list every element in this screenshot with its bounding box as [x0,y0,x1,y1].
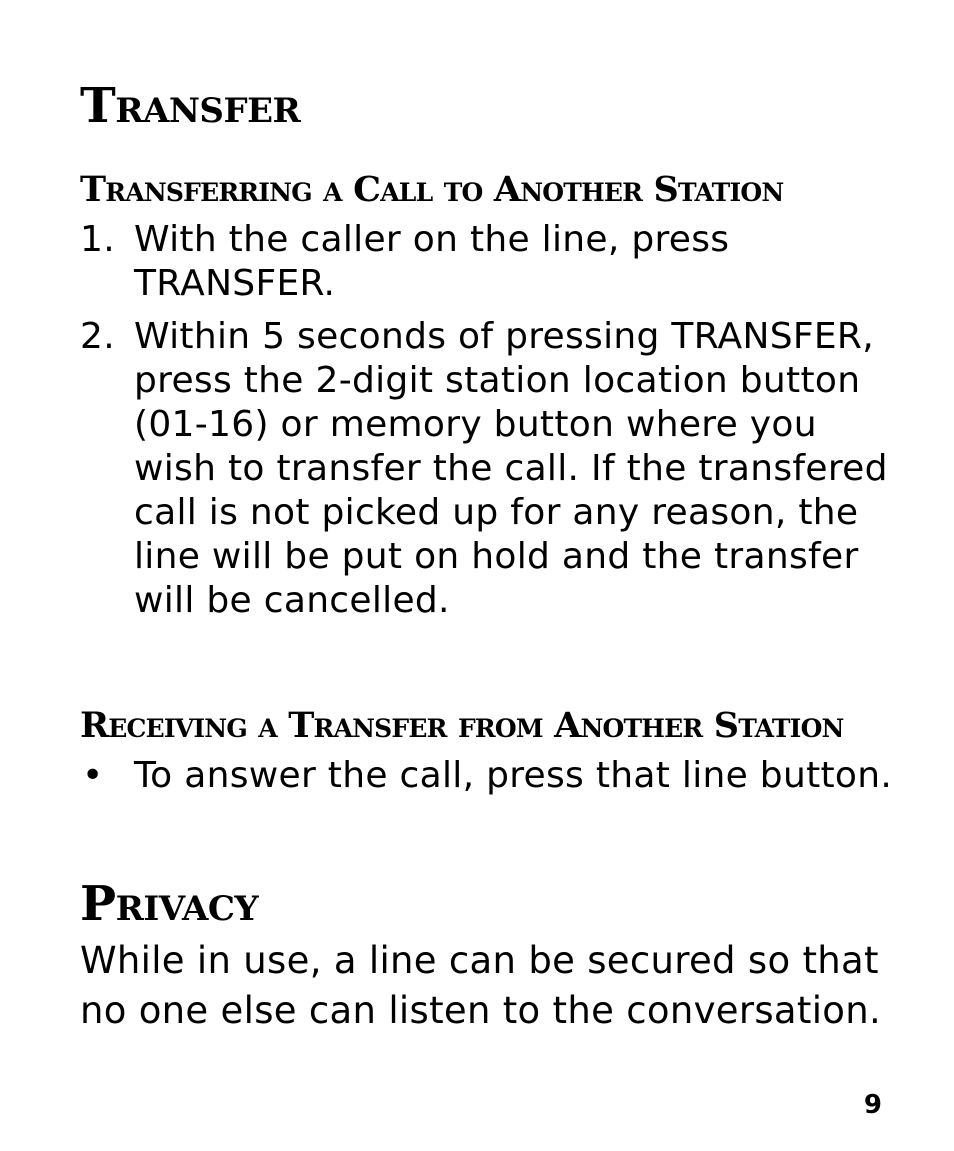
bullet-text: To answer the call, press that line button. [134,755,893,796]
transfer-step-1 [80,218,900,306]
receiving-bullet-item [80,754,900,798]
step-text: With the caller on the line, press TRANSFER. [134,219,730,304]
transferring-call-subheading: Transferring a Call to Another Station [80,169,784,210]
transfer-heading: Transfer [80,78,301,134]
step-number: 1. [80,219,115,260]
receiving-transfer-subheading: Receiving a Transfer from Another Station [80,705,844,746]
privacy-description: While in use, a line can be secured so that no one else can listen to the conversation. [80,939,882,1032]
step-number: 2. [80,316,115,357]
transfer-step-2 [80,315,900,623]
page-number: 9 [863,1090,882,1120]
step-text: Within 5 seconds of pressing TRANSFER, press the 2-digit station location button (01-16) or memory button where you wish to transfer the call. If the transfered call is not picked up for any reason, the line will be put on hold and the transfer will be cancelled. [134,316,888,621]
privacy-heading: Privacy [80,876,259,932]
bullet-marker: • [82,755,104,796]
